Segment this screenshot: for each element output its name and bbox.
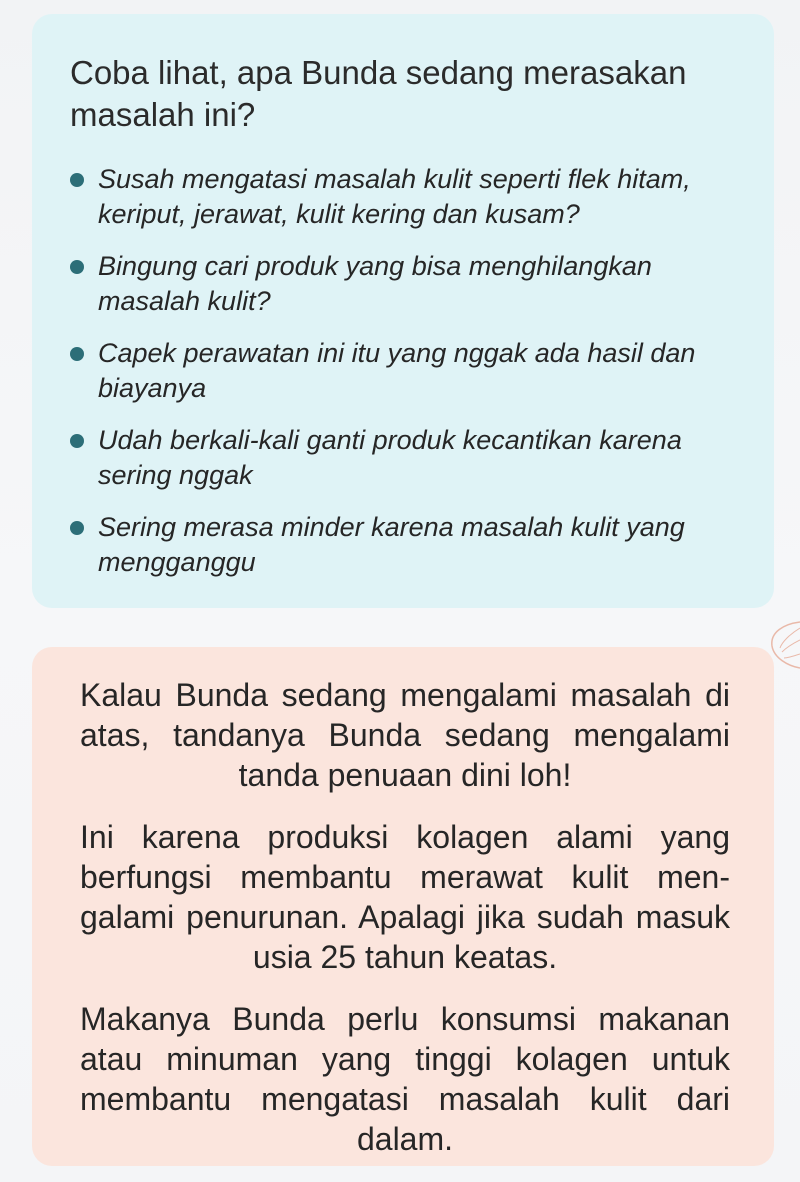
problem-text: Udah berkali-kali ganti produk kecantikan karena sering nggak	[98, 425, 682, 490]
problem-item	[70, 249, 746, 319]
bullet-dot-icon	[70, 434, 84, 448]
info-paragraph: Makanya Bunda perlu konsumsi makanan atau minuman yang tinggi kolagen untuk membantu mengatasi masalah kulit dari dalam.	[80, 1001, 730, 1157]
problem-text: Susah mengatasi masalah kulit seperti flek hitam, keriput, jerawat, kulit kering dan kusam?	[98, 164, 691, 229]
problem-text: Sering merasa minder karena masalah kulit yang mengganggu	[98, 512, 685, 577]
info-card	[32, 647, 774, 1166]
problem-list	[70, 162, 746, 580]
info-paragraph: Ini karena produksi kolagen alami yang berfungsi membantu merawat kulit mengalami penurunan. Apalagi jika sudah masuk usia 25 tahun keatas.	[80, 819, 730, 975]
bullet-dot-icon	[70, 521, 84, 535]
problem-item	[70, 336, 746, 406]
problem-item	[70, 423, 746, 493]
problems-heading: Coba lihat, apa Bunda sedang merasakan masalah ini?	[70, 54, 687, 133]
bullet-dot-icon	[70, 347, 84, 361]
bullet-dot-icon	[70, 173, 84, 187]
bullet-dot-icon	[70, 260, 84, 274]
problem-item	[70, 162, 746, 232]
problem-item	[70, 510, 746, 580]
info-paragraph: Kalau Bunda sedang mengalami masalah di atas, tandanya Bunda sedang mengalami tanda penuaan dini loh!	[80, 677, 730, 793]
problem-text: Bingung cari produk yang bisa menghilangkan masalah kulit?	[98, 251, 652, 316]
problems-card	[32, 14, 774, 608]
problem-text: Capek perawatan ini itu yang nggak ada hasil dan biayanya	[98, 338, 696, 403]
